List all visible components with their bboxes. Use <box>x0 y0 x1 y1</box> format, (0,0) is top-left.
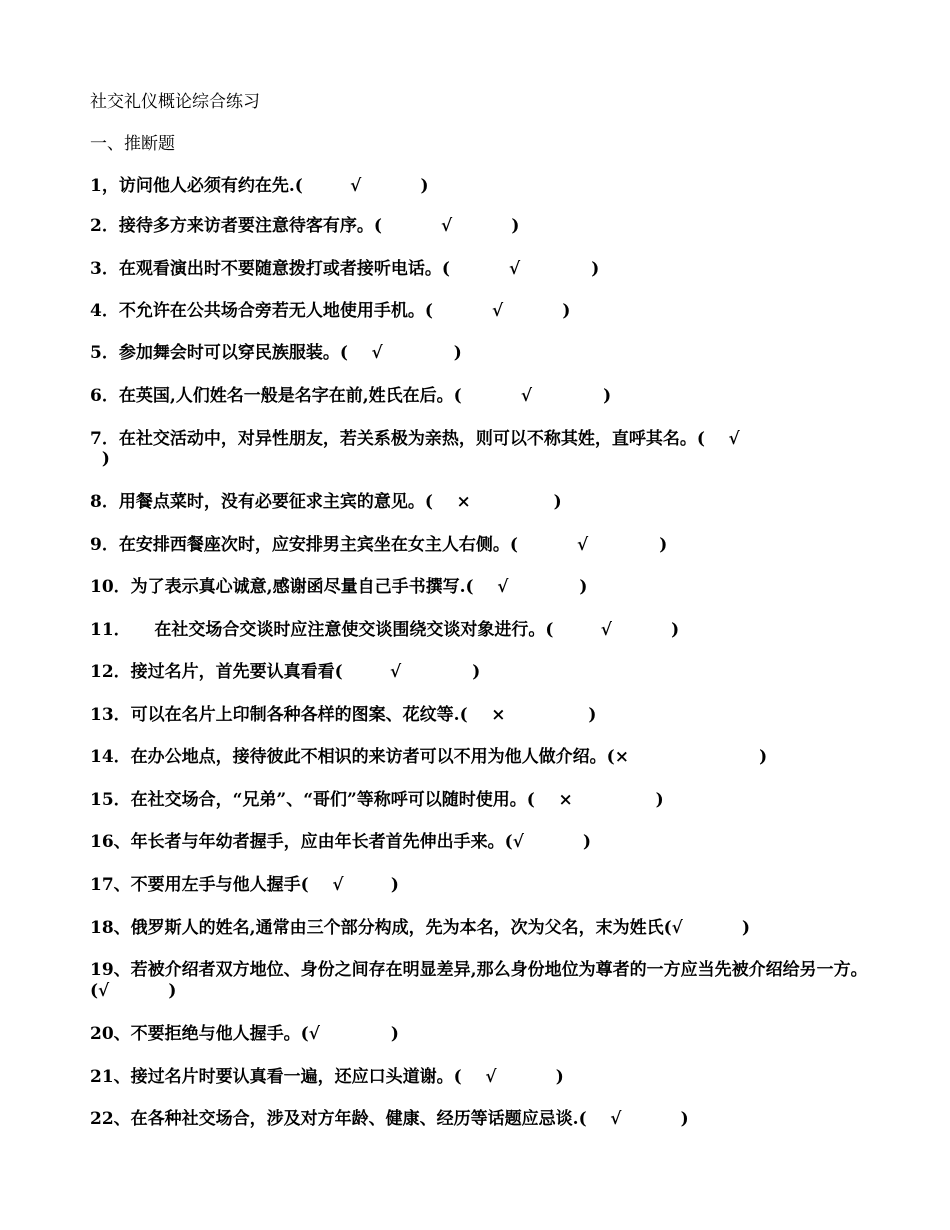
question-2: 2．接待多方来访者要注意待客有序。( √ ) <box>90 216 520 236</box>
question-17: 17、不要用左手与他人握手( √ ) <box>90 875 399 895</box>
section-heading: 一、推断题 <box>90 134 175 154</box>
question-5: 5．参加舞会时可以穿民族服装。( √ ) <box>90 343 462 363</box>
document-title: 社交礼仪概论综合练习 <box>90 92 260 112</box>
question-15: 15．在社交场合，“兄弟”、“哥们”等称呼可以随时使用。( × ) <box>90 790 664 810</box>
question-22: 22、在各种社交场合，涉及对方年龄、健康、经历等话题应忌谈.( √ ) <box>90 1109 689 1129</box>
question-11: 11． 在社交场合交谈时应注意使交谈围绕交谈对象进行。( √ ) <box>90 620 680 640</box>
question-16: 16、年长者与年幼者握手，应由年长者首先伸出手来。(√ ) <box>90 832 592 852</box>
question-18: 18、俄罗斯人的姓名,通常由三个部分构成，先为本名，次为父名，末为姓氏(√ ) <box>90 918 751 938</box>
question-13: 13．可以在名片上印制各种各样的图案、花纹等.( × ) <box>90 705 597 725</box>
question-12: 12．接过名片，首先要认真看看( √ ) <box>90 662 481 682</box>
question-10: 10．为了表示真心诚意,感谢函尽量自己手书撰写.( √ ) <box>90 577 588 597</box>
question-8: 8．用餐点菜时，没有必要征求主宾的意见。( × ) <box>90 492 562 512</box>
question-4: 4．不允许在公共场合旁若无人地使用手机。( √ ) <box>90 301 571 321</box>
question-1: 1，访问他人必须有约在先.( √ ) <box>90 176 429 196</box>
question-6: 6．在英国,人们姓名一般是名字在前,姓氏在后。( √ ) <box>90 386 612 406</box>
question-19: 19、若被介绍者双方地位、身份之间存在明显差异,那么身份地位为尊者的一方应当先被介绍给另一方。(√ ) <box>90 960 868 1001</box>
question-20: 20、不要拒绝与他人握手。(√ ) <box>90 1024 399 1044</box>
question-9: 9．在安排西餐座次时，应安排男主宾坐在女主人右侧。( √ ) <box>90 535 668 555</box>
question-3: 3．在观看演出时不要随意拨打或者接听电话。( √ ) <box>90 259 600 279</box>
question-14: 14．在办公地点，接待彼此不相识的来访者可以不用为他人做介绍。(× ) <box>90 747 768 767</box>
question-7: 7．在社交活动中，对异性朋友，若关系极为亲热，则可以不称其姓，直呼其名。( √ ) <box>90 429 740 469</box>
question-21: 21、接过名片时要认真看一遍，还应口头道谢。( √ ) <box>90 1067 564 1087</box>
